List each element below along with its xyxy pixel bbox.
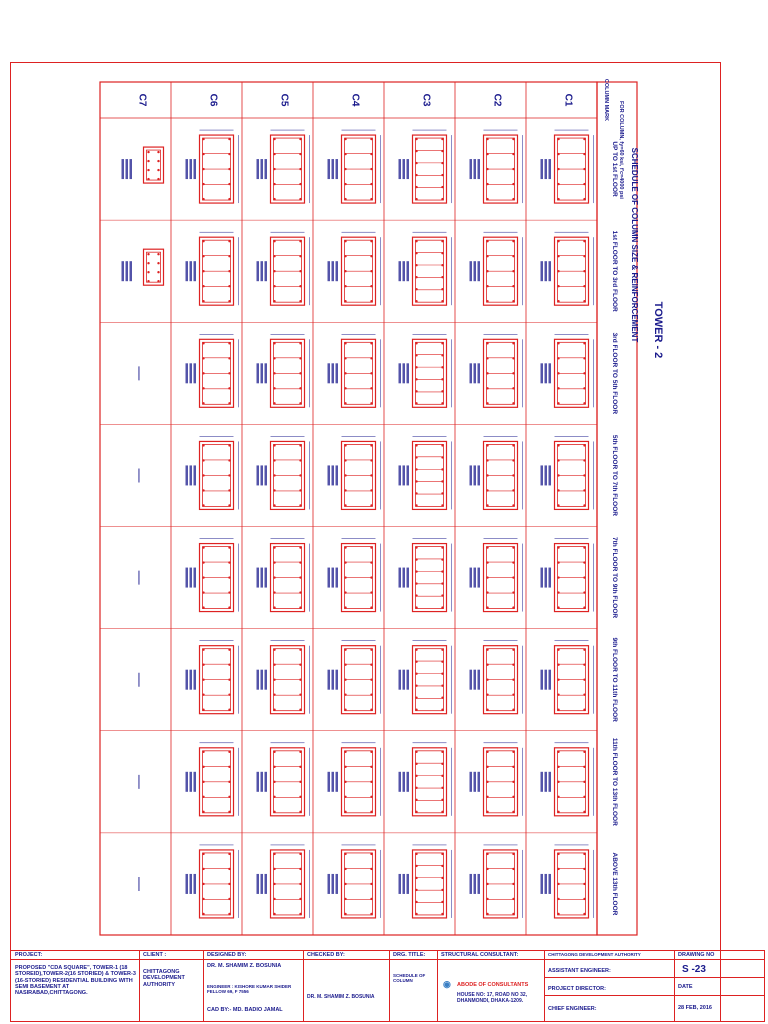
tower-title: TOWER - 2 xyxy=(652,301,664,359)
column-section-c1 xyxy=(541,436,594,509)
column-section-c6 xyxy=(186,539,239,612)
engineer-text: ENGINEER : KISHORE KUMAR SHIDER FELLOW 69, F 7556 xyxy=(207,984,292,995)
designed-name: DR. M. SHAMIM Z. BOSUNIA xyxy=(207,963,282,969)
column-section-c3 xyxy=(399,232,452,305)
column-section-c5 xyxy=(257,743,310,816)
floor-header: 9th FLOOR TO 11th FLOOR xyxy=(611,637,618,722)
date-value: 28 FEB, 2016 xyxy=(678,1005,712,1011)
column-section-c1 xyxy=(541,845,594,918)
floor-header: 3rd FLOOR TO 5th FLOOR xyxy=(611,332,618,415)
floor-header: 1st FLOOR TO 3rd FLOOR xyxy=(611,230,618,312)
column-section-c3 xyxy=(399,436,452,509)
column-section-c3 xyxy=(399,334,452,407)
consultant-logo-icon: ◉ xyxy=(443,979,451,989)
column-section-c3 xyxy=(399,130,452,203)
asst-engineer-label: ASSISTANT ENGINEER: xyxy=(548,968,611,974)
column-section-c6 xyxy=(186,232,239,305)
column-section-c5 xyxy=(257,334,310,407)
column-mark-c4: C4 xyxy=(349,93,361,107)
drawing-no-label: DRAWING NO xyxy=(678,952,715,958)
column-section-c5 xyxy=(257,641,310,714)
no-section-mark: — xyxy=(132,570,149,585)
title-block xyxy=(10,950,765,1022)
no-section-mark: — xyxy=(132,468,149,483)
column-section-c4 xyxy=(328,232,381,305)
drawing-no: S -23 xyxy=(682,964,706,975)
date-label: DATE xyxy=(678,984,693,990)
column-section-c2 xyxy=(470,334,523,407)
column-mark-c2: C2 xyxy=(491,93,503,107)
authority-label: CHITTAGONG DEVELOPMENT AUTHORITY xyxy=(548,952,641,957)
column-section-c4 xyxy=(328,845,381,918)
column-section-c6 xyxy=(186,641,239,714)
column-mark-c5: C5 xyxy=(278,93,290,107)
no-section-mark: — xyxy=(132,672,149,687)
column-mark-c3: C3 xyxy=(420,93,432,107)
column-section-c1 xyxy=(541,334,594,407)
column-section-c4 xyxy=(328,743,381,816)
column-section-c1 xyxy=(541,539,594,612)
project-director-label: PROJECT DIRECTOR: xyxy=(548,986,606,992)
project-label: PROJECT: xyxy=(15,952,43,958)
column-mark-c6: C6 xyxy=(207,93,219,107)
chief-engineer-label: CHIEF ENGINEER: xyxy=(548,1006,597,1012)
column-section-c1 xyxy=(541,130,594,203)
no-section-mark: — xyxy=(132,876,149,891)
schedule-title: SCHEDULE OF COLUMN SIZE & REINFORCEMENT xyxy=(630,147,639,343)
column-section-c4 xyxy=(328,641,381,714)
client-text: CHITTAGONG DEVELOPMENT AUTHORITY xyxy=(143,969,185,988)
consultant-address: HOUSE NO: 17, ROAD NO 32, DHANMONDI, DHAKA-1209. xyxy=(457,992,528,1004)
column-section-c6 xyxy=(186,130,239,203)
floor-header: ABOVE 13th FLOOR xyxy=(611,852,618,916)
material-note: FOR COLUMN, fy=60 ksi, f'c=4000 psi xyxy=(618,101,624,199)
column-section-c6 xyxy=(186,436,239,509)
column-section-c2 xyxy=(470,232,523,305)
column-section-c2 xyxy=(470,845,523,918)
column-section-c2 xyxy=(470,130,523,203)
project-text: PROPOSED "CDA SQUARE", TOWER-1 (18 STOREID),TOWER-2(16 STORIED) & TOWER-3 (16-STORIED) RESIDENTIAL BUILDING WITH SEMI BASEMENT AT NASIRABAD,CHITTAGONG. xyxy=(15,965,136,997)
column-section-c6 xyxy=(186,845,239,918)
no-section-mark: — xyxy=(132,774,149,789)
consultant-name: ABODE OF CONSULTANTS xyxy=(457,982,529,988)
column-section-c6 xyxy=(186,743,239,816)
floor-header: 5th FLOOR TO 7th FLOOR xyxy=(611,434,618,517)
column-section-c3 xyxy=(399,641,452,714)
column-section-c4 xyxy=(328,436,381,509)
floor-header: 7th FLOOR TO 9th FLOOR xyxy=(611,536,618,619)
column-section-c4 xyxy=(328,130,381,203)
column-section-c5 xyxy=(257,436,310,509)
floor-header: 11th FLOOR TO 13th FLOOR xyxy=(611,737,618,826)
column-section-c4 xyxy=(328,539,381,612)
no-section-mark: — xyxy=(132,366,149,381)
column-section-c5 xyxy=(257,539,310,612)
column-section-c3 xyxy=(399,845,452,918)
section-c7 xyxy=(122,249,164,285)
section-c7 xyxy=(122,147,164,183)
column-section-c4 xyxy=(328,334,381,407)
floor-header: UP TO 1st FLOOR xyxy=(611,141,618,197)
column-mark-header: COLUMN MARK xyxy=(603,78,609,122)
column-section-c1 xyxy=(541,232,594,305)
column-section-c3 xyxy=(399,539,452,612)
client-label: CLIENT : xyxy=(143,952,167,958)
column-section-c2 xyxy=(470,436,523,509)
column-section-c6 xyxy=(186,334,239,407)
dwg-title-text: SCHEDULE OF COLUMN xyxy=(393,973,426,984)
column-section-c1 xyxy=(541,641,594,714)
dwg-title-label: DRG. TITLE: xyxy=(393,952,426,958)
cad-text: CAD BY:- MD. BADIO JAMAL xyxy=(207,1007,283,1013)
column-mark-c1: C1 xyxy=(562,93,574,107)
column-section-c3 xyxy=(399,743,452,816)
consultant-label: STRUCTURAL CONSULTANT: xyxy=(441,952,519,958)
column-section-c5 xyxy=(257,130,310,203)
column-section-c5 xyxy=(257,232,310,305)
checked-name: DR. M. SHAMIM Z. BOSUNIA xyxy=(307,994,375,1000)
column-section-c1 xyxy=(541,743,594,816)
column-mark-c7: C7 xyxy=(136,93,148,107)
column-section-c2 xyxy=(470,641,523,714)
column-section-c2 xyxy=(470,743,523,816)
designed-label: DESIGNED BY: xyxy=(207,952,247,958)
column-section-c5 xyxy=(257,845,310,918)
column-section-c2 xyxy=(470,539,523,612)
checked-label: CHECKED BY: xyxy=(307,952,345,958)
